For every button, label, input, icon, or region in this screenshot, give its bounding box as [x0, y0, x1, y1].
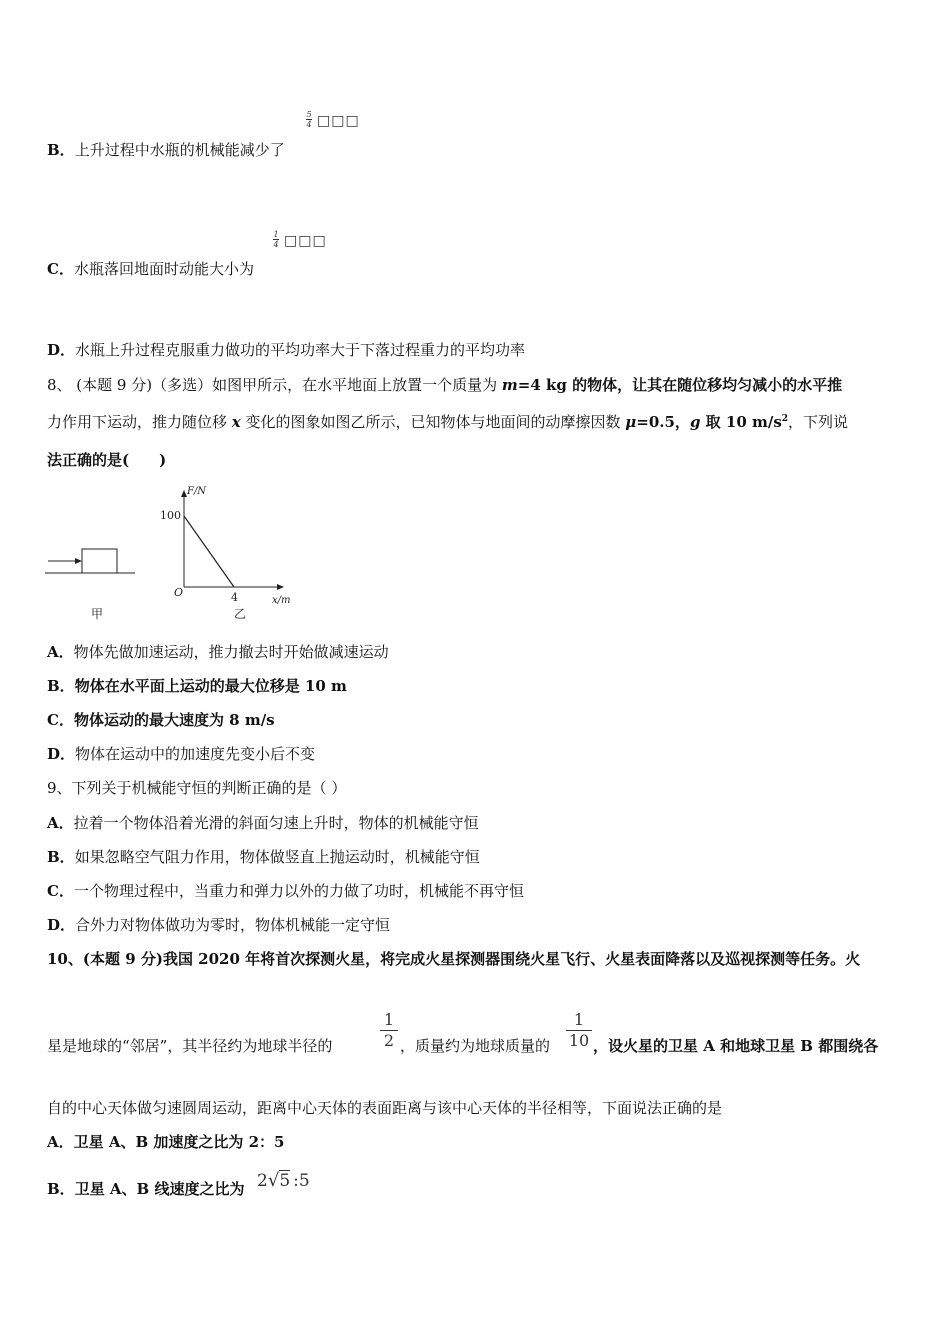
q8-stem-line3: 法正确的是( ) [47, 451, 167, 469]
q9-option-d: D．合外力对物体做功为零时，物体机械能一定守恒 [47, 916, 391, 934]
q8-option-c: C．物体运动的最大速度为 8 m/s [47, 711, 275, 729]
q7-option-b: B．上升过程中水瓶的机械能减少了 [47, 141, 285, 159]
fraction-1-10: 1 10 [566, 1011, 592, 1050]
fraction-1-2: 1 2 [380, 1011, 398, 1050]
q8-stem-line2: 力作用下运动，推力随位移 x 变化的图象如图乙所示，已知物体与地面间的动摩擦因数 μ=0.5，g 取 10 $m/s^2$，下列说 [47, 413, 849, 431]
ratio-expression: 2√5 :5 [257, 1170, 310, 1191]
q8-option-a: A．物体先做加速运动，推力撤去时开始做减速运动 [47, 643, 389, 661]
y-axis-label: F/N [187, 486, 207, 497]
q8-option-b: B．物体在水平面上运动的最大位移是 10 m [47, 677, 347, 695]
label-jia: 甲 [90, 607, 104, 621]
x-axis-label: x/m [272, 595, 291, 606]
q10-option-b: B．卫星 A、B 线速度之比为 [47, 1180, 245, 1198]
origin-label: O [174, 586, 184, 599]
broken-glyphs: □□□ [284, 233, 327, 249]
q9-stem: 9、下列关于机械能守恒的判断正确的是（ ） [47, 779, 347, 797]
label-yi: 乙 [233, 607, 247, 621]
q8-figure [40, 482, 340, 627]
q10-stem-line2a: 星是地球的“邻居”，其半径约为地球半径的 [47, 1037, 333, 1055]
q7-option-d: D．水瓶上升过程克服重力做功的平均功率大于下落过程重力的平均功率 [47, 341, 526, 359]
block [82, 549, 117, 573]
force-arrowhead [75, 558, 82, 564]
q10-option-a: A．卫星 A、B 加速度之比为 2：5 [47, 1133, 285, 1151]
q10-stem-line2b: ，质量约为地球质量的 [400, 1037, 551, 1055]
broken-glyphs: □□□ [317, 113, 360, 129]
q10-stem-line2c: ，设火星的卫星 A 和地球卫星 B 都围绕各 [593, 1037, 879, 1055]
x-axis-arrow [277, 584, 284, 590]
q8-stem-line1: 8、 (本题 9 分)（多选）如图甲所示，在水平地面上放置一个质量为 m=4 kg 的物体，让其在随位移均匀减小的水平推 [47, 376, 843, 394]
x-tick-4: 4 [231, 591, 238, 604]
fraction-1-4: 1 4 [273, 230, 279, 249]
q10-stem-line3: 自的中心天体做匀速圆周运动，距离中心天体的表面距离与该中心天体的半径相等，下面说法正确的是 [47, 1099, 723, 1117]
q9-option-a: A．拉着一个物体沿着光滑的斜面匀速上升时，物体的机械能守恒 [47, 814, 479, 832]
y-tick-100: 100 [160, 509, 181, 522]
q9-option-c: C．一个物理过程中，当重力和弹力以外的力做了功时，机械能不再守恒 [47, 882, 524, 900]
fraction-5-4: 5 4 [306, 110, 312, 129]
q10-stem-line1: 10、(本题 9 分)我国 2020 年将首次探测火星，将完成火星探测器围绕火星飞行、火星表面降落以及巡视探测等任务。火 [47, 950, 861, 968]
q7-option-c: C．水瓶落回地面时动能大小为 [47, 260, 254, 278]
q8-option-d: D．物体在运动中的加速度先变小后不变 [47, 745, 316, 763]
graph-line [184, 516, 234, 587]
q9-option-b: B．如果忽略空气阻力作用，物体做竖直上抛运动时，机械能守恒 [47, 848, 480, 866]
